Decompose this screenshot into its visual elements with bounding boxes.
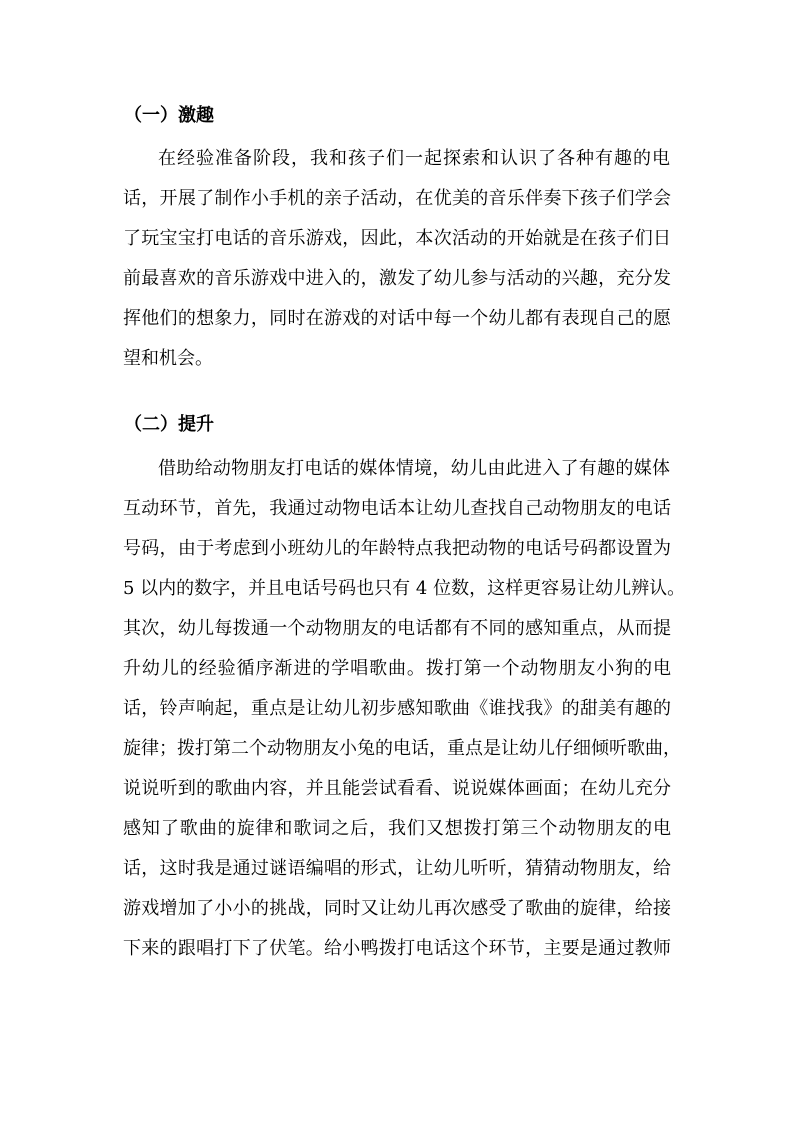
paragraph-1-line-1: 在经验准备阶段，我和孩子们一起探索和认识了各种有趣的电 bbox=[158, 148, 670, 169]
paragraph-2-line-10: 感知了歌曲的旋律和歌词之后，我们又想拨打第三个动物朋友的电 bbox=[123, 818, 671, 839]
paragraph-1-line-2: 话，开展了制作小手机的亲子活动，在优美的音乐伴奏下孩子们学会 bbox=[123, 188, 671, 209]
paragraph-2-line-5: 其次，幼儿每拨通一个动物朋友的电话都有不同的感知重点，从而提 bbox=[123, 618, 671, 639]
paragraph-1-line-3: 了玩宝宝打电话的音乐游戏，因此，本次活动的开始就是在孩子们日 bbox=[123, 228, 671, 249]
paragraph-1-line-5: 挥他们的想象力，同时在游戏的对话中每一个幼儿都有表现自己的愿 bbox=[123, 308, 671, 329]
paragraph-2-line-8: 旋律；拨打第二个动物朋友小兔的电话，重点是让幼儿仔细倾听歌曲， bbox=[123, 738, 681, 759]
section-heading-1: （一）激趣 bbox=[124, 105, 214, 126]
paragraph-2-line-4: 5 以内的数字，并且电话号码也只有 4 位数，这样更容易让幼儿辨认。 bbox=[123, 578, 686, 599]
paragraph-1-line-4: 前最喜欢的音乐游戏中进入的，激发了幼儿参与活动的兴趣，充分发 bbox=[123, 268, 671, 289]
paragraph-2-line-1: 借助给动物朋友打电话的媒体情境，幼儿由此进入了有趣的媒体 bbox=[158, 458, 670, 479]
section-heading-2: （二）提升 bbox=[124, 414, 214, 435]
paragraph-2-line-7: 话，铃声响起，重点是让幼儿初步感知歌曲《谁找我》的甜美有趣的 bbox=[123, 698, 671, 719]
paragraph-2-line-11: 话，这时我是通过谜语编唱的形式，让幼儿听听，猜猜动物朋友，给 bbox=[123, 858, 671, 879]
paragraph-2-line-3: 号码，由于考虑到小班幼儿的年龄特点我把动物的电话号码都设置为 bbox=[123, 538, 671, 559]
paragraph-1-line-6: 望和机会。 bbox=[123, 348, 213, 369]
paragraph-2-line-12: 游戏增加了小小的挑战，同时又让幼儿再次感受了歌曲的旋律，给接 bbox=[123, 898, 671, 919]
paragraph-2-line-13: 下来的跟唱打下了伏笔。给小鸭拨打电话这个环节，主要是通过教师 bbox=[123, 938, 671, 959]
paragraph-2-line-6: 升幼儿的经验循序渐进的学唱歌曲。拨打第一个动物朋友小狗的电 bbox=[123, 658, 671, 679]
paragraph-2-line-2: 互动环节，首先，我通过动物电话本让幼儿查找自己动物朋友的电话 bbox=[123, 498, 671, 519]
paragraph-2-line-9: 说说听到的歌曲内容，并且能尝试看看、说说媒体画面；在幼儿充分 bbox=[123, 778, 671, 799]
